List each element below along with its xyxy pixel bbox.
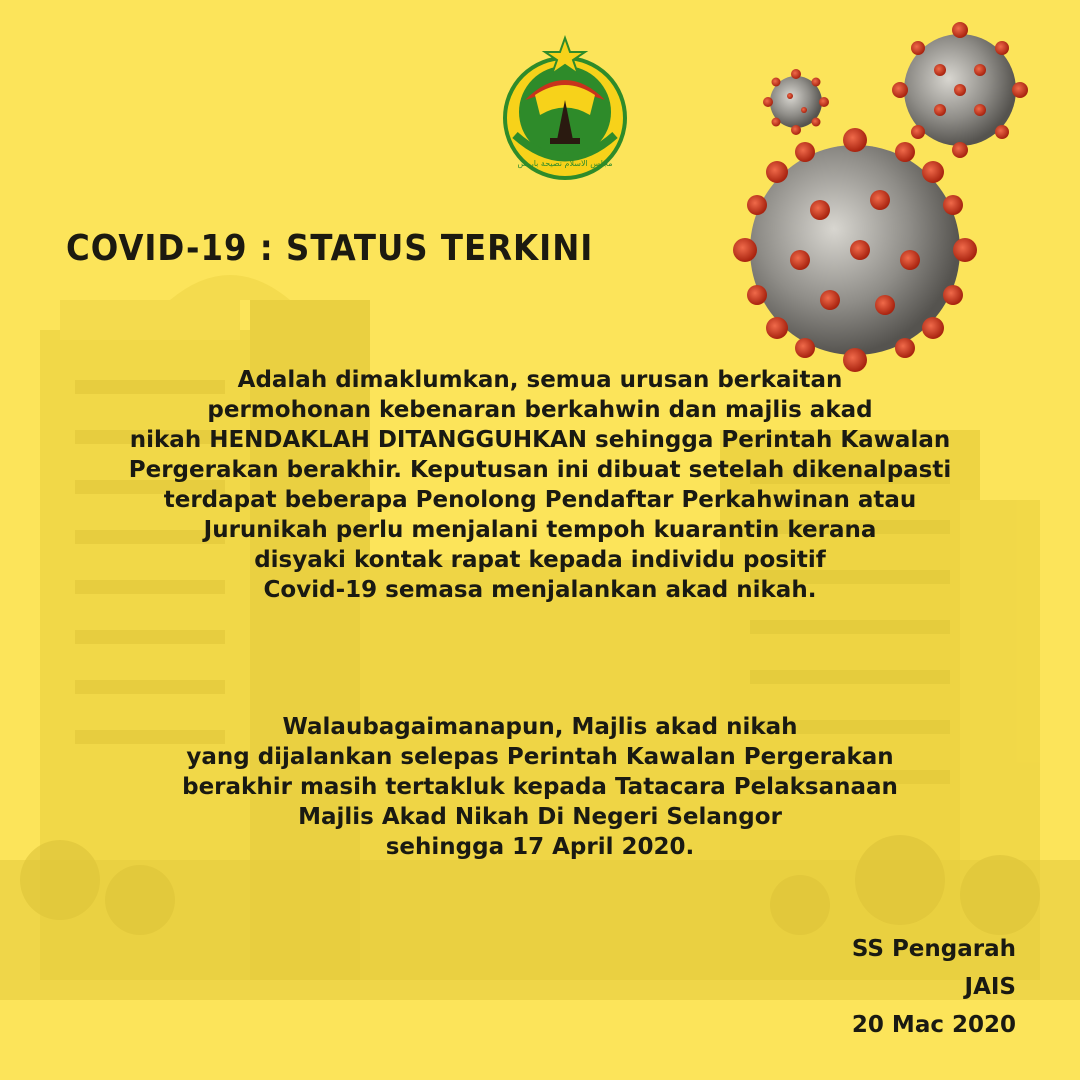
- announcement-line: Pergerakan berakhir. Keputusan ini dibuat setelah dikenalpasti: [128, 457, 952, 483]
- virus-large: [733, 128, 977, 372]
- announcement-line: Walaubagaimanapun, Majlis akad nikah: [282, 714, 798, 740]
- announcement-line: yang dijalankan selepas Perintah Kawalan Pergerakan: [186, 744, 894, 770]
- page-title: COVID-19 : STATUS TERKINI: [66, 228, 594, 269]
- emblem-icon: [505, 38, 625, 178]
- announcement-paragraph-1: [60, 365, 1020, 605]
- announcement-line: terdapat beberapa Penolong Pendaftar Perkahwinan atau: [163, 487, 917, 513]
- announcement-line: Majlis Akad Nikah Di Negeri Selangor: [298, 804, 782, 830]
- announcement-line: Covid-19 semasa menjalankan akad nikah.: [263, 577, 817, 603]
- emblem-text: مجلس الاسلام نصيحة باريس: [517, 159, 613, 168]
- signature-title: SS Pengarah: [851, 936, 1016, 962]
- signature-block: [852, 930, 1016, 1044]
- announcement-paragraph-2: [60, 712, 1020, 862]
- announcement-line: Jurunikah perlu menjalani tempoh kuarantin kerana: [203, 517, 877, 543]
- announcement-line: sehingga 17 April 2020.: [385, 834, 695, 860]
- announcement-line: nikah HENDAKLAH DITANGGUHKAN sehingga Perintah Kawalan: [129, 427, 951, 453]
- announcement-line: permohonan kebenaran berkahwin dan majlis akad: [207, 397, 873, 423]
- announcement-line: disyaki kontak rapat kepada individu positif: [254, 547, 826, 573]
- virus-small: [763, 69, 829, 135]
- announcement-line: Adalah dimaklumkan, semua urusan berkaitan: [237, 367, 843, 393]
- signature-org: JAIS: [964, 974, 1016, 1000]
- signature-date: 20 Mac 2020: [851, 1012, 1016, 1038]
- virus-medium: [892, 22, 1028, 158]
- announcement-line: berakhir masih tertakluk kepada Tatacara Pelaksanaan: [182, 774, 898, 800]
